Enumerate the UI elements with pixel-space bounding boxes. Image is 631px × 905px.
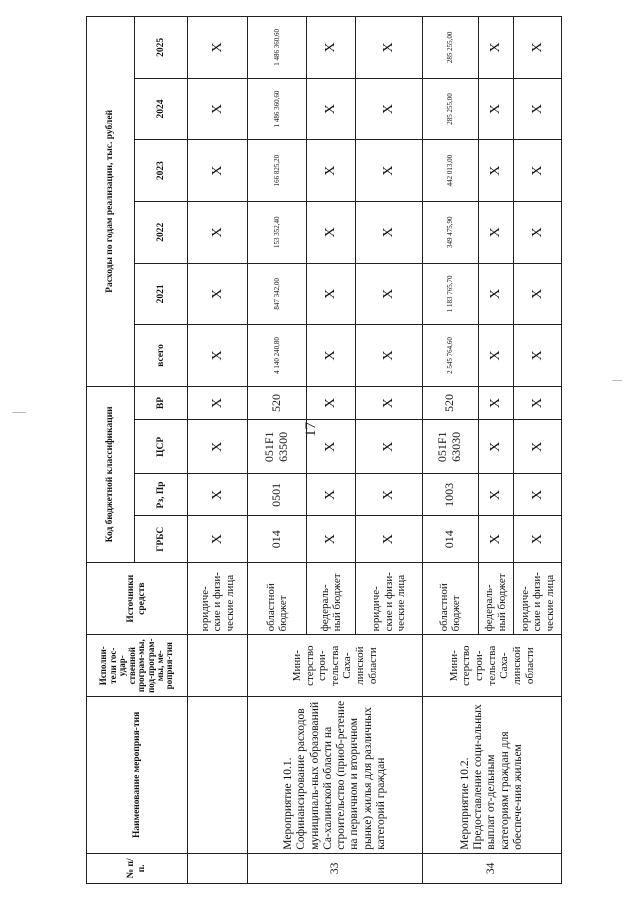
cell-2024: 285 255,00 — [422, 78, 478, 140]
cell-total: X — [514, 325, 562, 387]
cell-2025: X — [188, 17, 248, 79]
cell-rzpr: 0501 — [248, 474, 307, 516]
cell-2024: X — [478, 78, 514, 140]
cell-2021: 847 342,00 — [248, 263, 307, 325]
page-number: 17 — [303, 422, 319, 437]
cell-executor — [188, 635, 248, 697]
cell-2025: X — [514, 17, 562, 79]
cell-source: юридиче-ские и физи-ческие лица — [356, 562, 423, 634]
cell-total: 4 140 240,80 — [248, 325, 307, 387]
cell-num: 34 — [422, 853, 561, 883]
cell-2022: X — [356, 201, 423, 263]
cell-2024: X — [356, 78, 423, 140]
rotated-table-container — [86, 16, 562, 884]
cell-2025: X — [478, 17, 514, 79]
cell-2023: X — [188, 140, 248, 202]
cell-rzpr: 1003 — [422, 474, 478, 516]
cell-total: X — [188, 325, 248, 387]
table-row-continuation — [188, 17, 248, 884]
cell-rzpr: X — [188, 474, 248, 516]
header-2023: 2023 — [134, 140, 187, 202]
cell-source: юридиче-ские и физи-ческие лица — [188, 562, 248, 634]
cell-rzpr: X — [307, 474, 356, 516]
cell-grbs: X — [478, 516, 514, 562]
cell-total: X — [307, 325, 356, 387]
cell-2024: X — [514, 78, 562, 140]
cell-vr: X — [514, 386, 562, 420]
header-rzpr: Рз, Пр — [134, 474, 187, 516]
header-total: всего — [134, 325, 187, 387]
cell-grbs: X — [514, 516, 562, 562]
header-csr: ЦСР — [134, 420, 187, 474]
cell-2023: X — [514, 140, 562, 202]
cell-2024: X — [188, 78, 248, 140]
cell-2021: X — [356, 263, 423, 325]
cell-2022: X — [188, 201, 248, 263]
cell-2025: 285 255,00 — [422, 17, 478, 79]
cell-2021: X — [307, 263, 356, 325]
cell-csr: 051F1 63500 — [248, 420, 307, 474]
cell-2025: X — [356, 17, 423, 79]
cell-vr: 520 — [248, 386, 307, 420]
scan-artifact — [612, 380, 622, 381]
cell-vr: X — [478, 386, 514, 420]
header-vr: ВР — [134, 386, 187, 420]
header-executors: Исполни-тели гос-удар-ственной програм-мы, под-програм-мы, ме-роприя-тия — [87, 635, 188, 697]
header-num: № п/п. — [87, 853, 188, 883]
cell-csr: X — [307, 420, 356, 474]
cell-vr: X — [356, 386, 423, 420]
cell-source: юридиче-ские и физи-ческие лица — [514, 562, 562, 634]
cell-name: Мероприятие 10.2. Предоставление соци-альных выплат от-дельным категориям граждан для обеспече-ния жильем — [422, 697, 561, 854]
cell-vr: 520 — [422, 386, 478, 420]
table-row — [422, 17, 478, 884]
cell-2024: 1 486 360,60 — [248, 78, 307, 140]
table-row — [248, 17, 307, 884]
cell-source: областной бюджет — [248, 562, 307, 634]
cell-2025: 1 486 360,60 — [248, 17, 307, 79]
cell-num: 33 — [248, 853, 423, 883]
cell-grbs: X — [307, 516, 356, 562]
cell-vr: X — [188, 386, 248, 420]
header-2021: 2021 — [134, 263, 187, 325]
header-2025: 2025 — [134, 17, 187, 79]
cell-2022: X — [478, 201, 514, 263]
cell-2022: X — [514, 201, 562, 263]
cell-executor: Мини-стерство строи-тельства Саха-линской области — [422, 635, 561, 697]
header-budget-code: Код бюджетной классификации — [87, 386, 135, 562]
header-row-1 — [87, 17, 135, 884]
cell-name — [188, 697, 248, 854]
cell-2025: X — [307, 17, 356, 79]
cell-vr: X — [307, 386, 356, 420]
cell-2023: 166 825,20 — [248, 140, 307, 202]
cell-rzpr: X — [356, 474, 423, 516]
cell-csr: X — [356, 420, 423, 474]
cell-rzpr: X — [478, 474, 514, 516]
cell-total: X — [356, 325, 423, 387]
header-2024: 2024 — [134, 78, 187, 140]
scan-artifact — [12, 412, 26, 413]
cell-csr: 051F1 63030 — [422, 420, 478, 474]
cell-num — [188, 853, 248, 883]
cell-2024: X — [307, 78, 356, 140]
header-expenses: Расходы по годам реализации, тыс. рублей — [87, 17, 135, 387]
header-name: Наименование мероприя-тия — [87, 697, 188, 854]
cell-grbs: X — [188, 516, 248, 562]
cell-total: X — [478, 325, 514, 387]
cell-total: 2 545 764,60 — [422, 325, 478, 387]
header-sources: Источники средств — [87, 562, 188, 634]
cell-2022: 153 352,40 — [248, 201, 307, 263]
cell-source: областной бюджет — [422, 562, 478, 634]
cell-grbs: 014 — [422, 516, 478, 562]
cell-csr: X — [514, 420, 562, 474]
cell-2021: X — [478, 263, 514, 325]
cell-2021: X — [188, 263, 248, 325]
cell-executor: Мини-стерство строи-тельства Саха-линской области — [248, 635, 423, 697]
cell-2023: X — [478, 140, 514, 202]
cell-source: федераль-ный бюджет — [307, 562, 356, 634]
header-grbs: ГРБС — [134, 516, 187, 562]
cell-2023: X — [307, 140, 356, 202]
cell-2021: X — [514, 263, 562, 325]
cell-name: Мероприятие 10.1. Софинансирование расходов муниципаль-ных образований Са-халинской области на строительство (приоб-ретение на первичном и вторичном рынке) жилья для различных категорий граждан — [248, 697, 423, 854]
cell-2022: 349 475,90 — [422, 201, 478, 263]
cell-grbs: 014 — [248, 516, 307, 562]
header-2022: 2022 — [134, 201, 187, 263]
cell-source: федераль-ный бюджет — [478, 562, 514, 634]
cell-grbs: X — [356, 516, 423, 562]
cell-2022: X — [307, 201, 356, 263]
cell-2021: 1 183 765,70 — [422, 263, 478, 325]
cell-2023: 442 013,00 — [422, 140, 478, 202]
cell-2023: X — [356, 140, 423, 202]
cell-csr: X — [478, 420, 514, 474]
cell-csr: X — [188, 420, 248, 474]
cell-rzpr: X — [514, 474, 562, 516]
budget-table — [86, 16, 562, 884]
